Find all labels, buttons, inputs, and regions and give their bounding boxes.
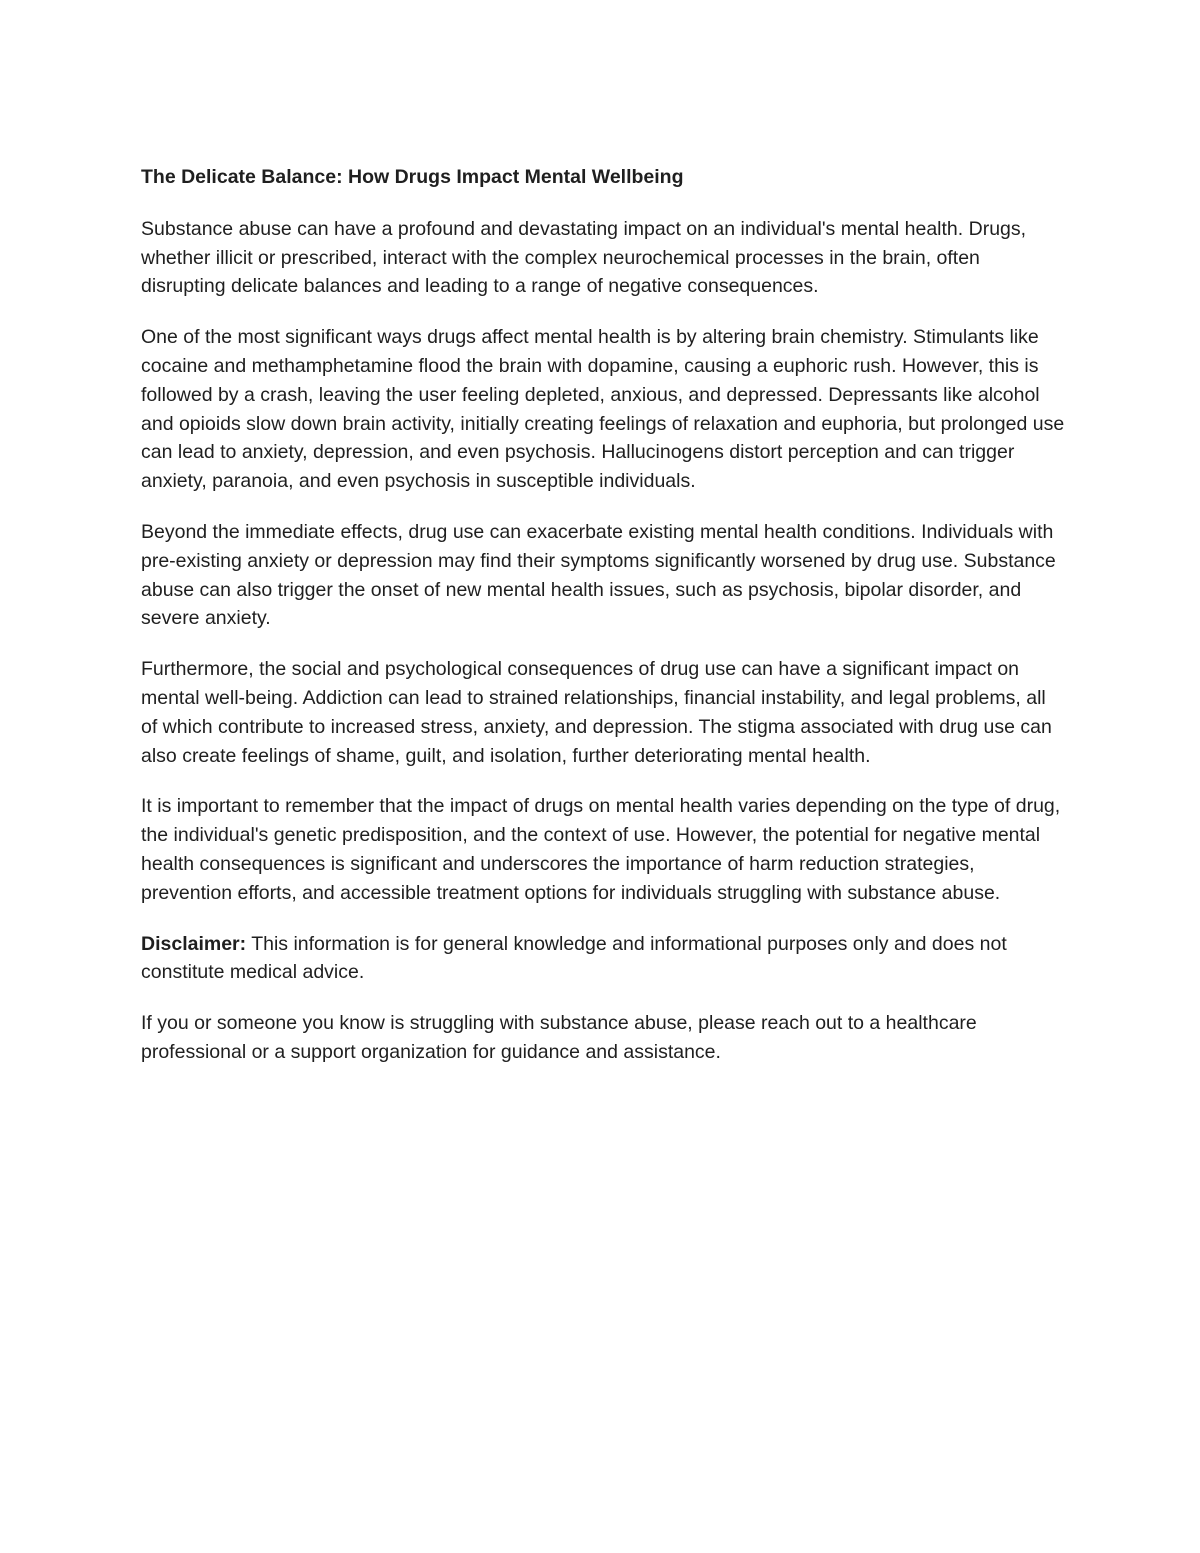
document-page: [141, 163, 1066, 1089]
paragraph-social-consequences: Furthermore, the social and psychological consequences of drug use can have a significant impact on mental well-being. Addiction can lead to strained relationships, financial instability, and legal problems, all of which contribute to increased stress, anxiety, and depression. The stigma associated with drug use can also create feelings of shame, guilt, and isolation, further deteriorating mental health.: [141, 658, 1052, 767]
disclaimer-label: Disclaimer:: [141, 932, 247, 955]
paragraph-brain-chemistry: One of the most significant ways drugs affect mental health is by altering brain chemistry. Stimulants like cocaine and methamphetamine flood the brain with dopamine, causing a euphoric rush. However, this is followed by a crash, leaving the user feeling depleted, anxious, and depressed. Depressants like alcohol and opioids slow down brain activity, initially creating feelings of relaxation and euphoria, but prolonged use can lead to anxiety, depression, and even psychosis. Hallucinogens distort perception and can trigger anxiety, paranoia, and even psychosis in susceptible individuals.: [141, 326, 1065, 493]
closing-paragraph: If you or someone you know is struggling with substance abuse, please reach out to a healthcare professional or a support organization for guidance and assistance.: [141, 1012, 977, 1063]
disclaimer-paragraph: [141, 930, 1066, 988]
paragraph-existing-conditions: Beyond the immediate effects, drug use can exacerbate existing mental health conditions. Individuals with pre-existing anxiety or depression may find their symptoms significantly worsened by drug use. Substance abuse can also trigger the onset of new mental health issues, such as psychosis, bipolar disorder, and severe anxiety.: [141, 520, 1056, 630]
document-title: The Delicate Balance: How Drugs Impact Mental Wellbeing: [141, 166, 684, 188]
disclaimer-text: This information is for general knowledge and informational purposes only and does not constitute medical advice.: [141, 932, 1007, 984]
paragraph-intro: Substance abuse can have a profound and devastating impact on an individual's mental health. Drugs, whether illicit or prescribed, interact with the complex neurochemical processes in the brain, often disrupting delicate balances and leading to a range of negative consequences.: [141, 217, 1027, 298]
paragraph-variability: It is important to remember that the impact of drugs on mental health varies depending on the type of drug, the individual's genetic predisposition, and the context of use. However, the potential for negative mental health consequences is significant and underscores the importance of harm reduction strategies, prevention efforts, and accessible treatment options for individuals struggling with substance abuse.: [141, 795, 1061, 904]
